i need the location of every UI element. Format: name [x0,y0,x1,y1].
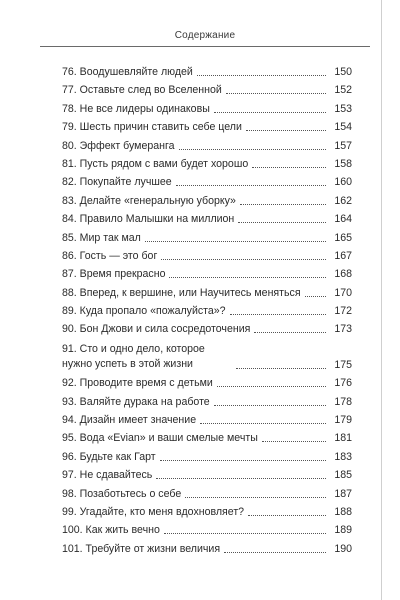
toc-entry-page: 190 [334,542,352,555]
toc-entry [62,377,352,390]
toc-entry [62,342,352,372]
toc-entry-title: 84. Правило Малышки на миллион [62,213,235,226]
toc-entry [62,396,352,409]
toc-entry-page: 178 [334,395,352,408]
toc-entry-page: 179 [334,414,352,427]
toc-entry [62,469,352,482]
dot-leader [246,130,326,131]
toc-entry-page: 153 [334,102,352,115]
toc-entry-page: 150 [334,66,352,78]
toc-entry-title: 85. Мир так мал [62,231,141,244]
toc-entry-title: 83. Делайте «генеральную уборку» [62,194,236,207]
toc-entry-title: 86. Гость — это бог [62,249,158,262]
toc-entry-title: 99. Угадайте, кто меня вдохновляет? [62,505,245,518]
toc-entry-title: 94. Дизайн имеет значение [62,414,197,427]
dot-leader [214,405,326,406]
toc-entry-title: 79. Шесть причин ставить себе цели [62,121,242,134]
toc-entry [62,213,352,226]
toc-entry-title: 101. Требуйте от жизни величия [62,542,221,555]
dot-leader [156,478,326,479]
toc-entry-page: 165 [334,231,352,244]
dot-leader [238,222,326,223]
toc-entry-title: 100. Как жить вечно [62,524,160,537]
dot-leader [164,533,326,534]
toc-entry [62,232,352,245]
dot-leader [214,112,326,113]
toc-entry-page: 189 [334,524,352,537]
dot-leader [226,93,326,94]
toc-entry-title: 98. Позаботьтесь о себе [62,487,182,500]
toc-entry-page: 162 [334,194,352,207]
dot-leader [262,441,326,442]
toc-entry [62,432,352,445]
toc-entry-title: 90. Бон Джови и сила сосредоточения [62,323,251,336]
header-rule [40,46,370,47]
toc-entry-title: 77. Оставьте след во Вселенной [62,84,222,97]
dot-leader [240,204,326,205]
toc-entry-page: 160 [334,176,352,189]
toc-entry [62,287,352,300]
toc-entry-title: 95. Вода «Evian» и ваши смелые мечты [62,432,258,445]
running-head: Содержание [174,30,236,41]
toc-entry-page: 168 [334,268,352,281]
toc-entry [62,488,352,501]
toc-entry [62,305,352,318]
toc-entry [62,140,352,153]
dot-leader [254,332,326,333]
toc-entry-page: 185 [334,469,352,482]
toc-entry-title: 96. Будьте как Гарт [62,450,156,463]
toc-entry-title: 78. Не все лидеры одинаковы [62,102,210,115]
toc-entry-page: 181 [334,432,352,445]
toc-entry-title: 76. Воодушевляйте людей [62,66,193,78]
toc-entry [62,524,352,537]
toc-entry [62,103,352,116]
toc-entry [62,414,352,427]
dot-leader [145,241,326,242]
dot-leader [161,259,326,260]
toc-entry-title: 91. Сто и одно дело, которое нужно успеть в этой жизни [62,342,205,370]
dot-leader [230,314,326,315]
dot-leader [169,277,326,278]
toc-entry-title: 82. Покупайте лучшее [62,176,172,189]
toc-entry-page: 176 [334,377,352,390]
toc-entry-title: 87. Время прекрасно [62,268,166,281]
toc-entry-title: 92. Проводите время с детьми [62,377,213,390]
page-edge [381,0,382,600]
toc-entry [62,250,352,263]
dot-leader [197,75,326,76]
table-of-contents [62,66,352,561]
dot-leader [176,185,326,186]
toc-entry [62,543,352,556]
toc-entry-page: 167 [334,249,352,262]
toc-entry [62,176,352,189]
dot-leader [160,460,326,461]
toc-entry [62,451,352,464]
toc-entry-page: 188 [334,505,352,518]
toc-entry-page: 175 [334,358,352,371]
toc-entry-title: 81. Пусть рядом с вами будет хорошо [62,157,249,170]
dot-leader [224,552,326,553]
toc-entry-page: 170 [334,286,352,299]
dot-leader [248,515,326,516]
toc-entry [62,158,352,171]
toc-entry-title: 88. Вперед, к вершине, или Научитесь меняться [62,286,301,299]
toc-entry-page: 158 [334,157,352,170]
toc-entry [62,84,352,97]
toc-entry-page: 172 [334,305,352,318]
toc-entry-title: 80. Эффект бумеранга [62,139,175,152]
toc-entry-page: 154 [334,121,352,134]
toc-entry [62,121,352,134]
dot-leader [236,368,326,369]
toc-entry-page: 187 [334,487,352,500]
toc-entry-title: 93. Валяйте дурака на работе [62,395,210,408]
dot-leader [305,296,326,297]
toc-entry-page: 173 [334,323,352,336]
toc-entry [62,66,352,79]
toc-entry [62,268,352,281]
toc-entry [62,323,352,336]
toc-entry-page: 152 [334,84,352,97]
dot-leader [252,167,326,168]
toc-entry-page: 164 [334,213,352,226]
toc-entry [62,506,352,519]
toc-entry [62,195,352,208]
dot-leader [179,149,326,150]
dot-leader [185,497,326,498]
dot-leader [217,386,326,387]
dot-leader [200,423,326,424]
toc-entry-page: 157 [334,139,352,152]
toc-entry-title: 89. Куда пропало «пожалуйста»? [62,305,226,318]
toc-entry-page: 183 [334,450,352,463]
toc-entry-title: 97. Не сдавайтесь [62,469,153,482]
